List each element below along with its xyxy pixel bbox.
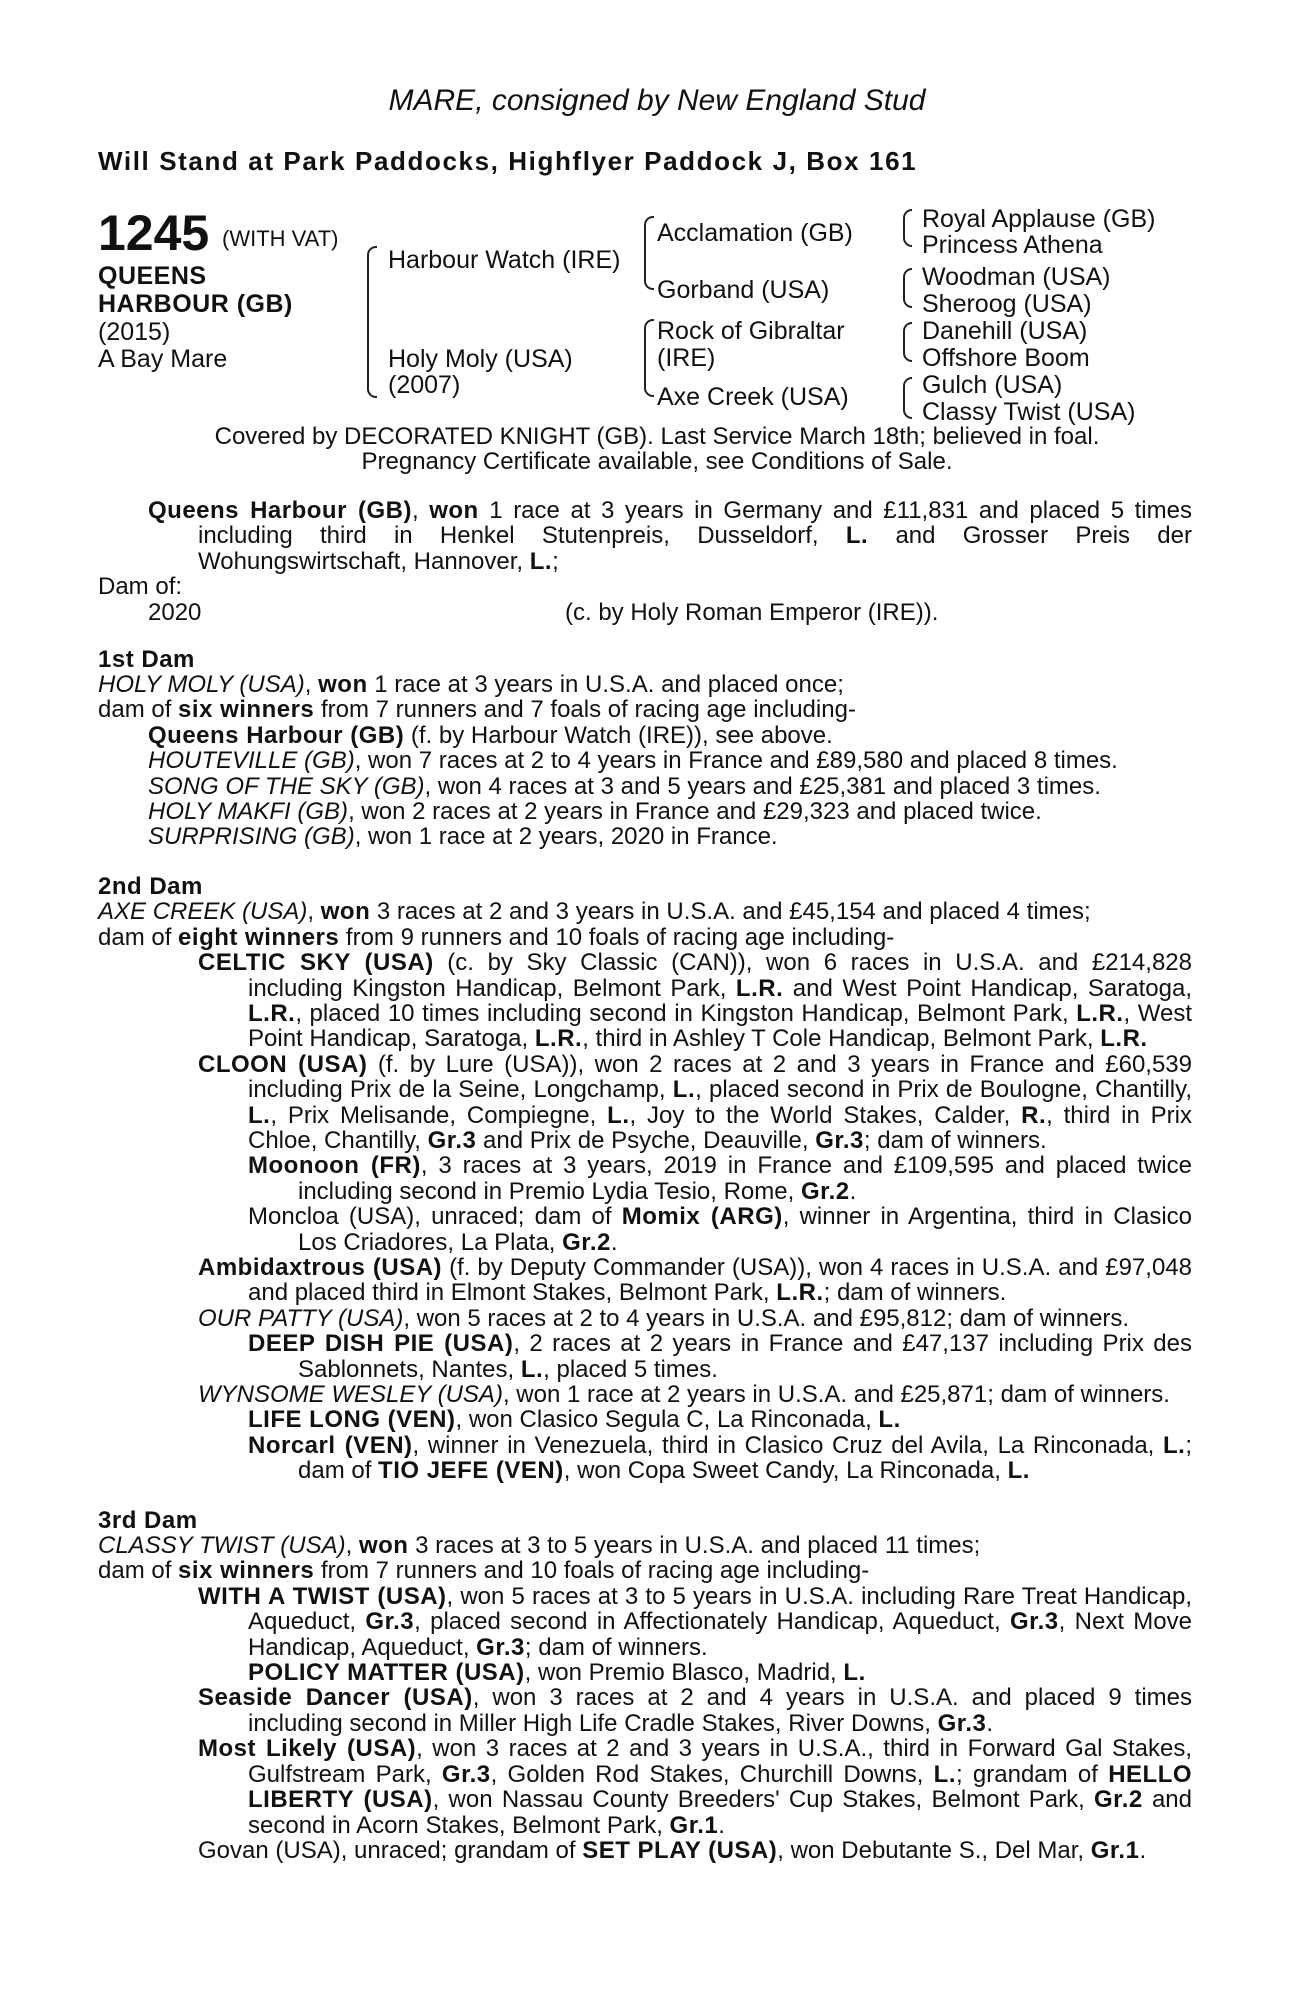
- third-dam-record: CLASSY TWIST (USA), won 3 races at 3 to 5 years in U.S.A. and placed 11 times;: [98, 1532, 981, 1560]
- spacer: [98, 625, 1192, 647]
- progeny-seaside-dancer: Seaside Dancer (USA), won 3 races at 2 and 4 years in U.S.A. and placed 9 times including second in Miller High Life Cradle Stakes, River Downs, Gr.3.: [198, 1684, 1193, 1737]
- spacer: [98, 1484, 1192, 1508]
- pedigree-brace-main: [367, 246, 377, 398]
- progeny-ambidaxtrous: Ambidaxtrous (USA) (f. by Deputy Commander (USA)), won 4 races in U.S.A. and £97,048 and placed third in Elmont Stakes, Belmont Park, L.R.; dam of winners.: [198, 1253, 1192, 1307]
- stabling-heading: Will Stand at Park Paddocks, Highflyer Paddock J, Box 161: [98, 146, 918, 176]
- horse-description: A Bay Mare: [98, 345, 228, 373]
- pedigree-ggp-2: Princess Athena: [922, 231, 1103, 259]
- pedigree-ggp-5: Danehill (USA): [922, 317, 1088, 345]
- first-dam-produce: dam of six winners from 7 runners and 7 foals of racing age including-: [98, 696, 856, 724]
- pedigree-sire-dam: Gorband (USA): [657, 276, 830, 304]
- pedigree-ggp-7: Gulch (USA): [922, 371, 1063, 399]
- pedigree-brace-gg1: [903, 209, 912, 247]
- spacer: [98, 850, 1192, 874]
- third-dam-produce: dam of six winners from 7 runners and 10 foals of racing age including-: [98, 1557, 870, 1585]
- lot-number: 1245: [98, 205, 210, 261]
- pedigree-brace-gg4: [903, 377, 912, 419]
- pedigree-ggp-3: Woodman (USA): [922, 263, 1111, 291]
- pedigree-sire-sire: Acclamation (GB): [657, 219, 853, 247]
- third-dam-title: 3rd Dam: [98, 1506, 198, 1534]
- pedigree-brace-gg2: [903, 268, 912, 308]
- progeny-5: SURPRISING (GB), won 1 race at 2 years, 2020 in France.: [148, 823, 778, 851]
- progeny-4: HOLY MAKFI (GB), won 2 races at 2 years in France and £29,323 and placed twice.: [148, 798, 1042, 826]
- progeny-1: Queens Harbour (GB) (f. by Harbour Watch (IRE)), see above.: [148, 721, 833, 749]
- produce-year: 2020: [148, 598, 202, 626]
- mare-record: Queens Harbour (GB), won 1 race at 3 years in Germany and £11,831 and placed 5 times including third in Henkel Stutenpreis, Dusseldorf, L. and Grosser Preis der Wohungswirtschaft, Hannover, L.;: [148, 497, 1192, 575]
- produce-record: [98, 600, 1192, 625]
- pedigree-ggp-6: Offshore Boom: [922, 344, 1090, 372]
- progeny-3: SONG OF THE SKY (GB), won 4 races at 3 and 5 years and £25,381 and placed 3 times.: [148, 772, 1101, 800]
- pedigree-ggp-8: Classy Twist (USA): [922, 398, 1136, 426]
- horse-name-line-2: HARBOUR (GB): [98, 290, 293, 318]
- progeny-life-long: LIFE LONG (VEN), won Clasico Segula C, La Rinconada, L.: [248, 1406, 901, 1434]
- progeny-wynsome-wesley: WYNSOME WESLEY (USA), won 1 race at 2 years in U.S.A. and £25,871; dam of winners.: [198, 1381, 1170, 1408]
- pedigree-brace-gg3: [903, 322, 912, 362]
- progeny-govan: Govan (USA), unraced; grandam of SET PLAY (USA), won Debutante S., Del Mar, Gr.1.: [198, 1836, 1147, 1864]
- progeny-with-a-twist: WITH A TWIST (USA), won 5 races at 3 to 5 years in U.S.A. including Rare Treat Handicap, Aqueduct, Gr.3, placed second in Affectionately Handicap, Aqueduct, Gr.3, Next Move Handicap, Aqueduct, Gr.3; dam of winners.: [198, 1582, 1192, 1661]
- progeny-moncloa: Moncloa (USA), unraced; dam of Momix (ARG), winner in Argentina, third in Clasico Los Criadores, La Plata, Gr.2.: [248, 1203, 1192, 1256]
- progeny-most-likely: Most Likely (USA), won 3 races at 2 and 3 years in U.S.A., third in Forward Gal Stakes, Gulfstream Park, Gr.3, Golden Rod Stakes, Churchill Downs, L.; grandam of HELLO LIBERTY (USA), won Nassau County Breeders' Cup Stakes, Belmont Park, Gr.2 and second in Acorn Stakes, Belmont Park, Gr.1.: [198, 1735, 1193, 1839]
- pedigree-ggp-1: Royal Applause (GB): [922, 205, 1156, 233]
- pedigree-brace-dam: [644, 319, 654, 397]
- consignor-heading: MARE, consigned by New England Stud: [388, 84, 926, 117]
- pedigree-dam: Holy Moly (USA): [388, 345, 573, 373]
- first-dam-title: 1st Dam: [98, 645, 195, 673]
- progeny-cloon: CLOON (USA) (f. by Lure (USA)), won 2 races at 2 and 3 years in France and £60,539 including Prix de la Seine, Longchamp, L., placed second in Prix de Boulogne, Chantilly, L., Prix Melisande, Compiegne, L., Joy to the World Stakes, Calder, R., third in Prix Chloe, Chantilly, Gr.3 and Prix de Psyche, Deauville, Gr.3; dam of winners.: [198, 1050, 1193, 1154]
- progeny-2: HOUTEVILLE (GB), won 7 races at 2 to 4 years in France and £89,580 and placed 8 times.: [148, 747, 1118, 775]
- progeny-deep-dish-pie: DEEP DISH PIE (USA), 2 races at 2 years in France and £47,137 including Prix des Sablonnets, Nantes, L., placed 5 times.: [248, 1330, 1192, 1383]
- pedigree-brace-sire: [644, 216, 654, 290]
- pedigree-dam-year: (2007): [388, 371, 461, 399]
- progeny-moonoon: Moonoon (FR), 3 races at 3 years, 2019 in France and £109,595 and placed twice including second in Premio Lydia Tesio, Rome, Gr.2.: [248, 1152, 1192, 1205]
- first-dam-record: HOLY MOLY (USA), won 1 race at 3 years in U.S.A. and placed once;: [98, 671, 844, 699]
- pedigree-dam-sire: Rock of Gibraltar: [657, 317, 845, 345]
- progeny-celtic-sky: CELTIC SKY (USA) (c. by Sky Classic (CAN)), won 6 races in U.S.A. and £214,828 including Kingston Handicap, Belmont Park, L.R. and West Point Handicap, Saratoga, L.R., placed 10 times including second in Kingston Handicap, Belmont Park, L.R., West Point Handicap, Saratoga, L.R., third in Ashley T Cole Handicap, Belmont Park, L.R.: [198, 949, 1192, 1053]
- pedigree-dam-dam: Axe Creek (USA): [657, 383, 849, 411]
- horse-name: [98, 262, 293, 318]
- second-dam-record: AXE CREEK (USA), won 3 races at 2 and 3 years in U.S.A. and £45,154 and placed 4 times;: [98, 898, 1091, 926]
- produce-detail: (c. by Holy Roman Emperor (IRE)).: [565, 598, 939, 626]
- foaling-year: (2015): [98, 318, 171, 346]
- second-dam-produce: dam of eight winners from 9 runners and 10 foals of racing age including-: [98, 923, 895, 951]
- pedigree-ggp-4: Sheroog (USA): [922, 290, 1092, 318]
- progeny-policy-matter: POLICY MATTER (USA), won Premio Blasco, Madrid, L.: [248, 1659, 866, 1687]
- cover-note-line-2: Pregnancy Certificate available, see Conditions of Sale.: [361, 448, 953, 475]
- dam-of-label: Dam of:: [98, 573, 183, 601]
- second-dam-title: 2nd Dam: [98, 872, 203, 900]
- progeny-our-patty: OUR PATTY (USA), won 5 races at 2 to 4 years in U.S.A. and £95,812; dam of winners.: [198, 1304, 1130, 1332]
- cover-note-line-1: Covered by DECORATED KNIGHT (GB). Last Service March 18th; believed in foal.: [214, 423, 1100, 450]
- vat-note: (WITH VAT): [222, 226, 339, 251]
- pedigree-dam-sire-country: (IRE): [657, 344, 716, 372]
- progeny-norcarl: Norcarl (VEN), winner in Venezuela, third in Clasico Cruz del Avila, La Rinconada, L.; dam of TIO JEFE (VEN), won Copa Sweet Candy, La Rinconada, L.: [248, 1431, 1192, 1485]
- catalogue-body: [98, 498, 1192, 1863]
- horse-name-line-1: QUEENS: [98, 262, 207, 290]
- pedigree-sire: Harbour Watch (IRE): [388, 246, 621, 274]
